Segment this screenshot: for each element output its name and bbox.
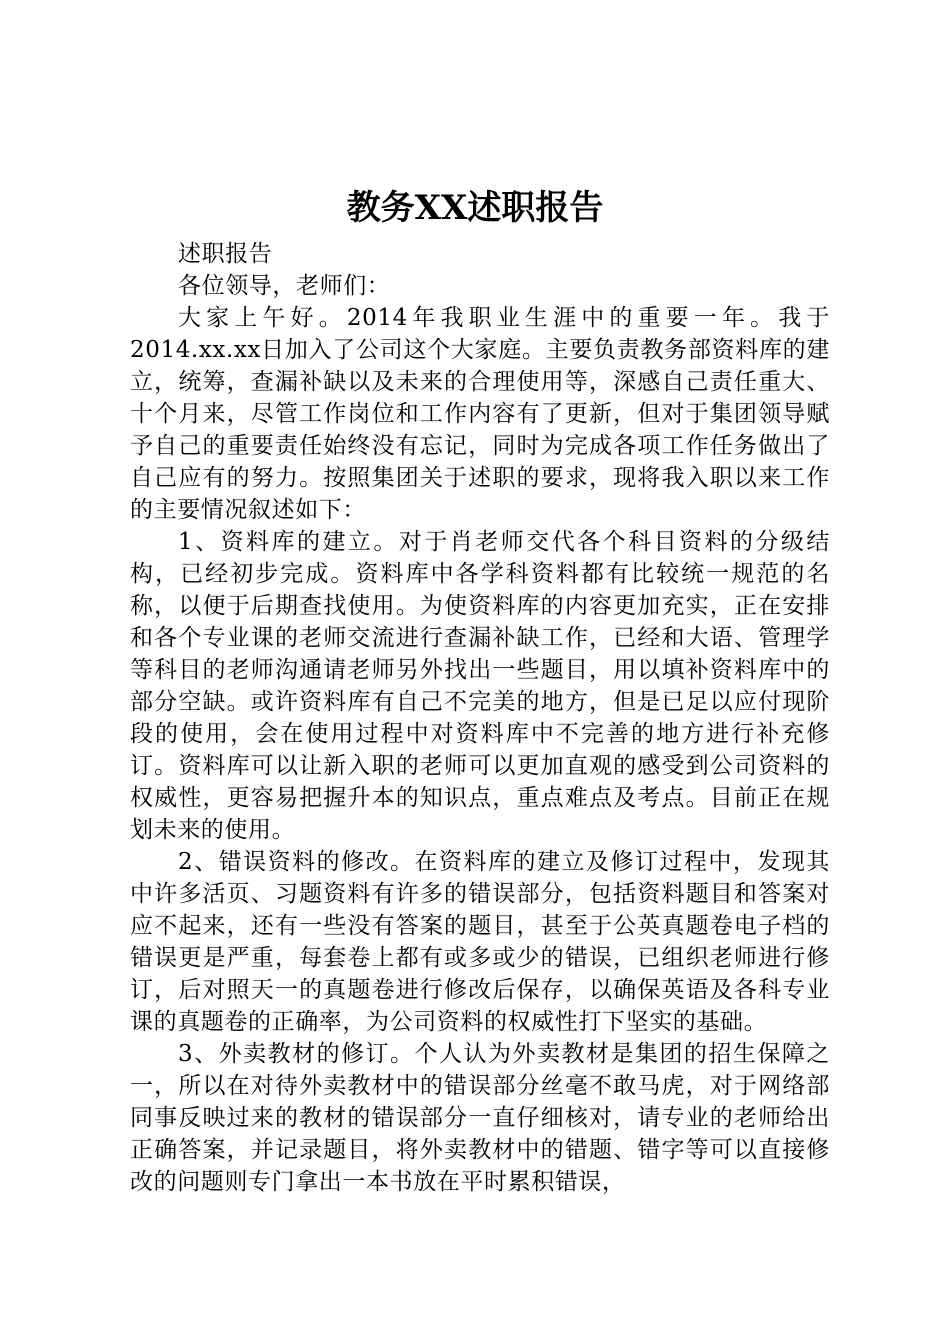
document-title: 教务XX述职报告 <box>346 188 604 228</box>
paragraph-intro: 大家上午好。2014年我职业生涯中的重要一年。我于2014.xx.xx日加入了公司这个大家庭。主要负责教务部资料库的建立，统筹，查漏补缺以及未来的合理使用等，深感自己责任重大、十个月来，尽管工作岗位和工作内容有了更新，但对于集团领导赋予自己的重要责任始终没有忘记，同时为完成各项工作任务做出了自己应有的努力。按照集团关于述职的要求，现将我入职以来工作的主要情况叙述如下： <box>130 305 830 523</box>
document-body <box>130 238 830 1198</box>
paragraph-item-2: 2、错误资料的修改。在资料库的建立及修订过程中，发现其中许多活页、习题资料有许多的错误部分，包括资料题目和答案对应不起来，还有一些没有答案的题目，甚至于公英真题卷电子档的错误更是严重，每套卷上都有或多或少的错误，已组织老师进行修订，后对照天一的真题卷进行修改后保存，以确保英语及各科专业课的真题卷的正确率，为公司资料的权威性打下坚实的基础。 <box>130 849 830 1035</box>
paragraph-item-1: 1、资料库的建立。对于肖老师交代各个科目资料的分级结构，已经初步完成。资料库中各学科资料都有比较统一规范的名称，以便于后期查找使用。为使资料库的内容更加充实，正在安排和各个专业课的老师交流进行查漏补缺工作，已经和大语、管理学等科目的老师沟通请老师另外找出一些题目，用以填补资料库中的部分空缺。或许资料库有自己不完美的地方，但是已足以应付现阶段的使用，会在使用过程中对资料库中不完善的地方进行补充修订。资料库可以让新入职的老师可以更加直观的感受到公司资料的权威性，更容易把握升本的知识点，重点难点及考点。目前正在规划未来的使用。 <box>130 529 830 843</box>
paragraph-salutation: 各位领导，老师们： <box>178 273 391 299</box>
paragraph-heading: 述职报告 <box>178 241 273 267</box>
paragraph-item-3: 3、外卖教材的修订。个人认为外卖教材是集团的招生保障之一，所以在对待外卖教材中的错误部分丝毫不敢马虎，对于网络部同事反映过来的教材的错误部分一直仔细核对，请专业的老师给出正确答案，并记录题目，将外卖教材中的错题、错字等可以直接修改的问题则专门拿出一本书放在平时累积错误， <box>130 1041 830 1195</box>
